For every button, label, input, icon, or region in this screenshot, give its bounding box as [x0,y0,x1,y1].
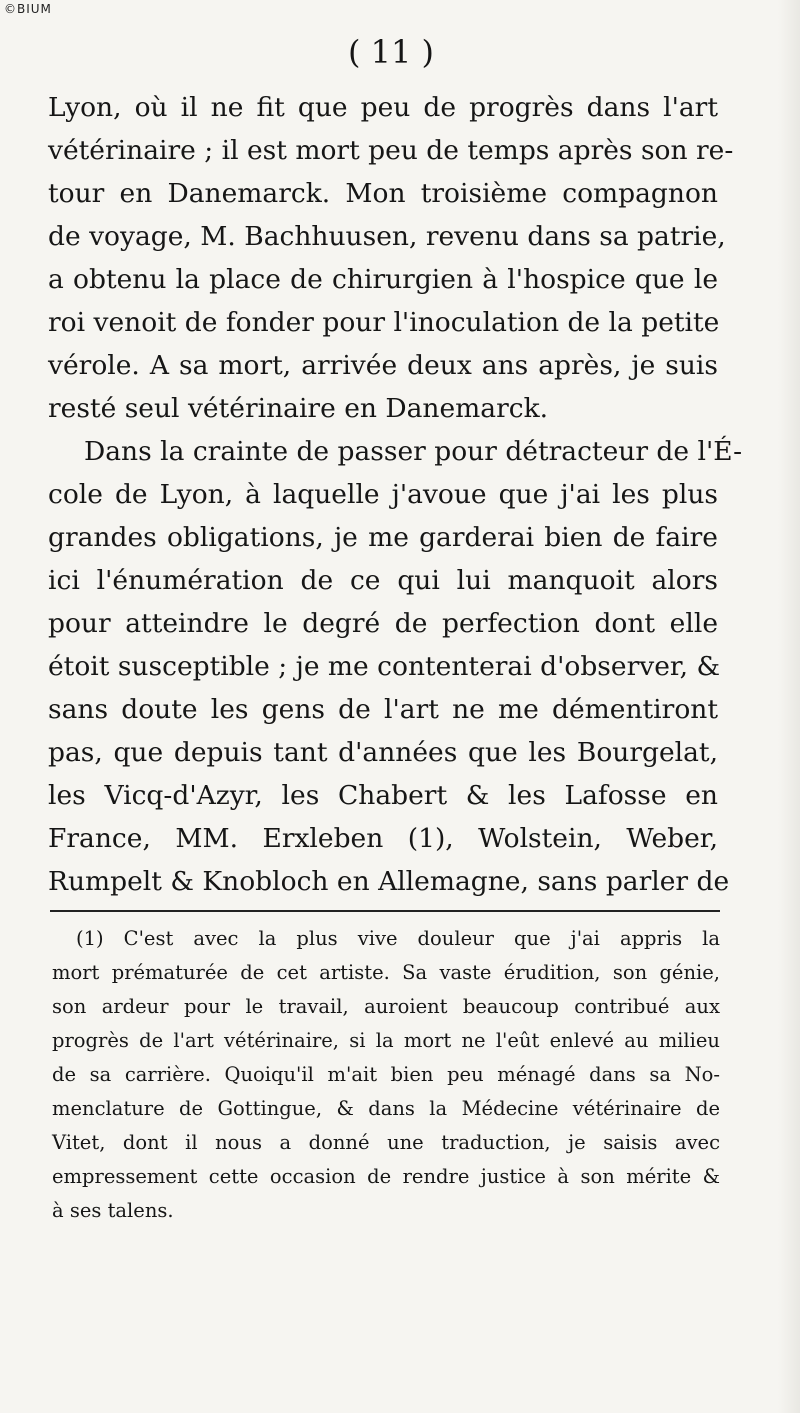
footnotes [52,922,720,1228]
footnote-line: (1) C'est avec la plus vive douleur que j'ai appris la [76,927,720,950]
body-text [48,86,743,903]
body-line: cole de Lyon, à laquelle j'avoue que j'ai les plus [48,479,718,510]
footnote-line: menclature de Gottingue, & dans la Médecine vétérinaire de [52,1097,720,1120]
body-line: ici l'énumération de ce qui lui manquoit alors [48,565,718,596]
footnote-line: empressement cette occasion de rendre justice à son mérite & [52,1165,720,1188]
footnote-line: à ses talens. [52,1199,174,1222]
body-line: sans doute les gens de l'art ne me démentiront [48,694,718,725]
body-line: de voyage, M. Bachhuusen, revenu dans sa patrie, [48,221,726,252]
footnote-line: de sa carrière. Quoiqu'il m'ait bien peu ménagé dans sa No- [52,1063,720,1086]
footnote-line: son ardeur pour le travail, auroient beaucoup contribué aux [52,995,720,1018]
page-number: ( 11 ) [347,33,435,71]
page-edge [778,0,800,1413]
body-line: grandes obligations, je me garderai bien de faire [48,522,718,553]
body-line: tour en Danemarck. Mon troisième compagnon [48,178,718,209]
body-line: vérole. A sa mort, arrivée deux ans après, je suis [48,350,718,381]
body-line: Lyon, où il ne fit que peu de progrès dans l'art [48,92,718,123]
footnote-line: Vitet, dont il nous a donné une traduction, je saisis avec [52,1131,720,1154]
watermark: ©BIUM [4,2,52,16]
footnote-divider [50,910,720,912]
footnote-line: mort prématurée de cet artiste. Sa vaste érudition, son génie, [52,961,720,984]
body-line: vétérinaire ; il est mort peu de temps après son re- [48,135,734,166]
body-line: France, MM. Erxleben (1), Wolstein, Weber, [48,823,718,854]
body-line: les Vicq-d'Azyr, les Chabert & les Lafosse en [48,780,718,811]
body-line: pas, que depuis tant d'années que les Bourgelat, [48,737,718,768]
body-line: Dans la crainte de passer pour détracteur de l'É- [84,436,743,467]
body-line: étoit susceptible ; je me contenterai d'observer, & [48,651,721,682]
body-line: a obtenu la place de chirurgien à l'hospice que le [48,264,718,295]
body-line: resté seul vétérinaire en Danemarck. [48,393,549,424]
body-line: pour atteindre le degré de perfection dont elle [48,608,718,639]
footnote-line: progrès de l'art vétérinaire, si la mort ne l'eût enlevé au milieu [52,1029,720,1052]
body-line: Rumpelt & Knobloch en Allemagne, sans parler de [48,866,730,897]
body-line: roi venoit de fonder pour l'inoculation de la petite [48,307,720,338]
